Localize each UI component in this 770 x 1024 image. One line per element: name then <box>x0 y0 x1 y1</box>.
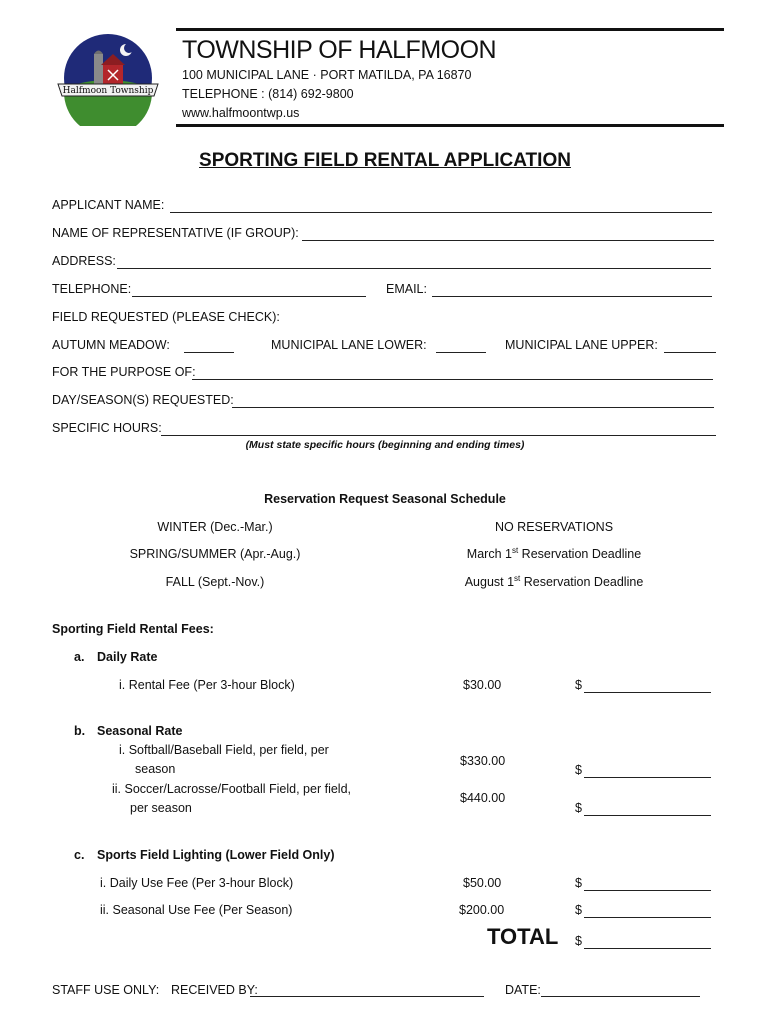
fee-item-label: i. Rental Fee (Per 3-hour Block) <box>119 678 295 692</box>
fee-dollar-sign: $ <box>575 763 582 777</box>
fees-heading: Sporting Field Rental Fees: <box>52 622 214 636</box>
fee-dollar-sign: $ <box>575 678 582 692</box>
header-bottom-rule <box>176 124 724 127</box>
telephone-label: TELEPHONE: <box>52 282 132 296</box>
fee-amount-field[interactable] <box>584 917 711 918</box>
schedule-rule: August 1st Reservation Deadline <box>464 573 644 589</box>
org-website[interactable]: www.halfmoontwp.us <box>182 106 300 120</box>
schedule-season: FALL (Sept.-Nov.) <box>165 575 265 589</box>
representative-label: NAME OF REPRESENTATIVE (IF GROUP): <box>52 226 299 240</box>
fee-item-amount: $30.00 <box>463 678 502 692</box>
fee-item-label: ii. Soccer/Lacrosse/Football Field, per field, <box>112 782 351 796</box>
municipal-lower-label: MUNICIPAL LANE LOWER: <box>271 338 427 352</box>
fee-item-label: i. Daily Use Fee (Per 3-hour Block) <box>100 876 294 890</box>
org-name: TOWNSHIP OF HALFMOON <box>182 36 497 64</box>
schedule-season: SPRING/SUMMER (Apr.-Aug.) <box>129 547 301 561</box>
fee-item-label: ii. Seasonal Use Fee (Per Season) <box>100 903 293 917</box>
fee-item-amount: $330.00 <box>460 754 506 768</box>
org-address: 100 MUNICIPAL LANE · PORT MATILDA, PA 16870 <box>182 68 472 82</box>
date-field[interactable] <box>541 996 700 997</box>
fee-c-label: c. <box>74 848 85 862</box>
municipal-upper-label: MUNICIPAL LANE UPPER: <box>505 338 658 352</box>
fee-amount-field[interactable] <box>584 777 711 778</box>
fee-c-title: Sports Field Lighting (Lower Field Only) <box>97 848 335 862</box>
fee-item-label-cont: season <box>135 762 176 776</box>
township-logo <box>56 32 160 126</box>
autumn-meadow-label: AUTUMN MEADOW: <box>52 338 170 352</box>
page-title: SPORTING FIELD RENTAL APPLICATION <box>199 150 571 171</box>
total-dollar-sign: $ <box>575 934 582 948</box>
schedule-season: WINTER (Dec.-Mar.) <box>157 520 273 534</box>
org-telephone: TELEPHONE : (814) 692-9800 <box>182 87 354 101</box>
schedule-heading: Reservation Request Seasonal Schedule <box>264 492 506 506</box>
fee-item-label: i. Softball/Baseball Field, per field, per <box>119 743 329 757</box>
fee-item-label-cont: per season <box>130 801 192 815</box>
hours-label: SPECIFIC HOURS: <box>52 421 162 435</box>
purpose-label: FOR THE PURPOSE OF: <box>52 365 196 379</box>
received-by-field[interactable] <box>250 996 484 997</box>
fee-amount-field[interactable] <box>584 890 711 891</box>
hours-field[interactable] <box>161 435 716 436</box>
applicant-name-field[interactable] <box>170 212 712 213</box>
total-amount-field[interactable] <box>584 948 711 949</box>
hours-note: (Must state specific hours (beginning and ending times) <box>245 439 525 451</box>
purpose-field[interactable] <box>192 379 713 380</box>
fee-amount-field[interactable] <box>584 815 711 816</box>
autumn-meadow-check[interactable] <box>184 352 234 353</box>
address-label: ADDRESS: <box>52 254 116 268</box>
total-label: TOTAL <box>487 924 559 949</box>
email-label: EMAIL: <box>386 282 427 296</box>
municipal-lower-check[interactable] <box>436 352 486 353</box>
applicant-name-label: APPLICANT NAME: <box>52 198 165 212</box>
fee-dollar-sign: $ <box>575 801 582 815</box>
header-top-rule <box>176 28 724 31</box>
days-field[interactable] <box>232 407 714 408</box>
telephone-field[interactable] <box>132 296 366 297</box>
days-label: DAY/SEASON(S) REQUESTED: <box>52 393 234 407</box>
fee-item-amount: $440.00 <box>460 791 506 805</box>
fee-dollar-sign: $ <box>575 903 582 917</box>
fee-amount-field[interactable] <box>584 692 711 693</box>
schedule-rule: NO RESERVATIONS <box>494 520 614 534</box>
date-label: DATE: <box>505 983 541 997</box>
fee-b-title: Seasonal Rate <box>97 724 183 738</box>
address-field[interactable] <box>117 268 711 269</box>
fee-b-label: b. <box>74 724 86 738</box>
received-by-label: RECEIVED BY: <box>171 983 258 997</box>
logo-text: Halfmoon Township <box>62 86 154 96</box>
staff-use-label: STAFF USE ONLY: <box>52 983 160 997</box>
field-requested-label: FIELD REQUESTED (PLEASE CHECK): <box>52 310 280 324</box>
schedule-rule: March 1st Reservation Deadline <box>466 545 642 561</box>
fee-a-title: Daily Rate <box>97 650 158 664</box>
municipal-upper-check[interactable] <box>664 352 716 353</box>
fee-dollar-sign: $ <box>575 876 582 890</box>
fee-item-amount: $50.00 <box>463 876 502 890</box>
fee-a-label: a. <box>74 650 85 664</box>
email-field[interactable] <box>432 296 712 297</box>
fee-item-amount: $200.00 <box>459 903 505 917</box>
representative-field[interactable] <box>302 240 714 241</box>
